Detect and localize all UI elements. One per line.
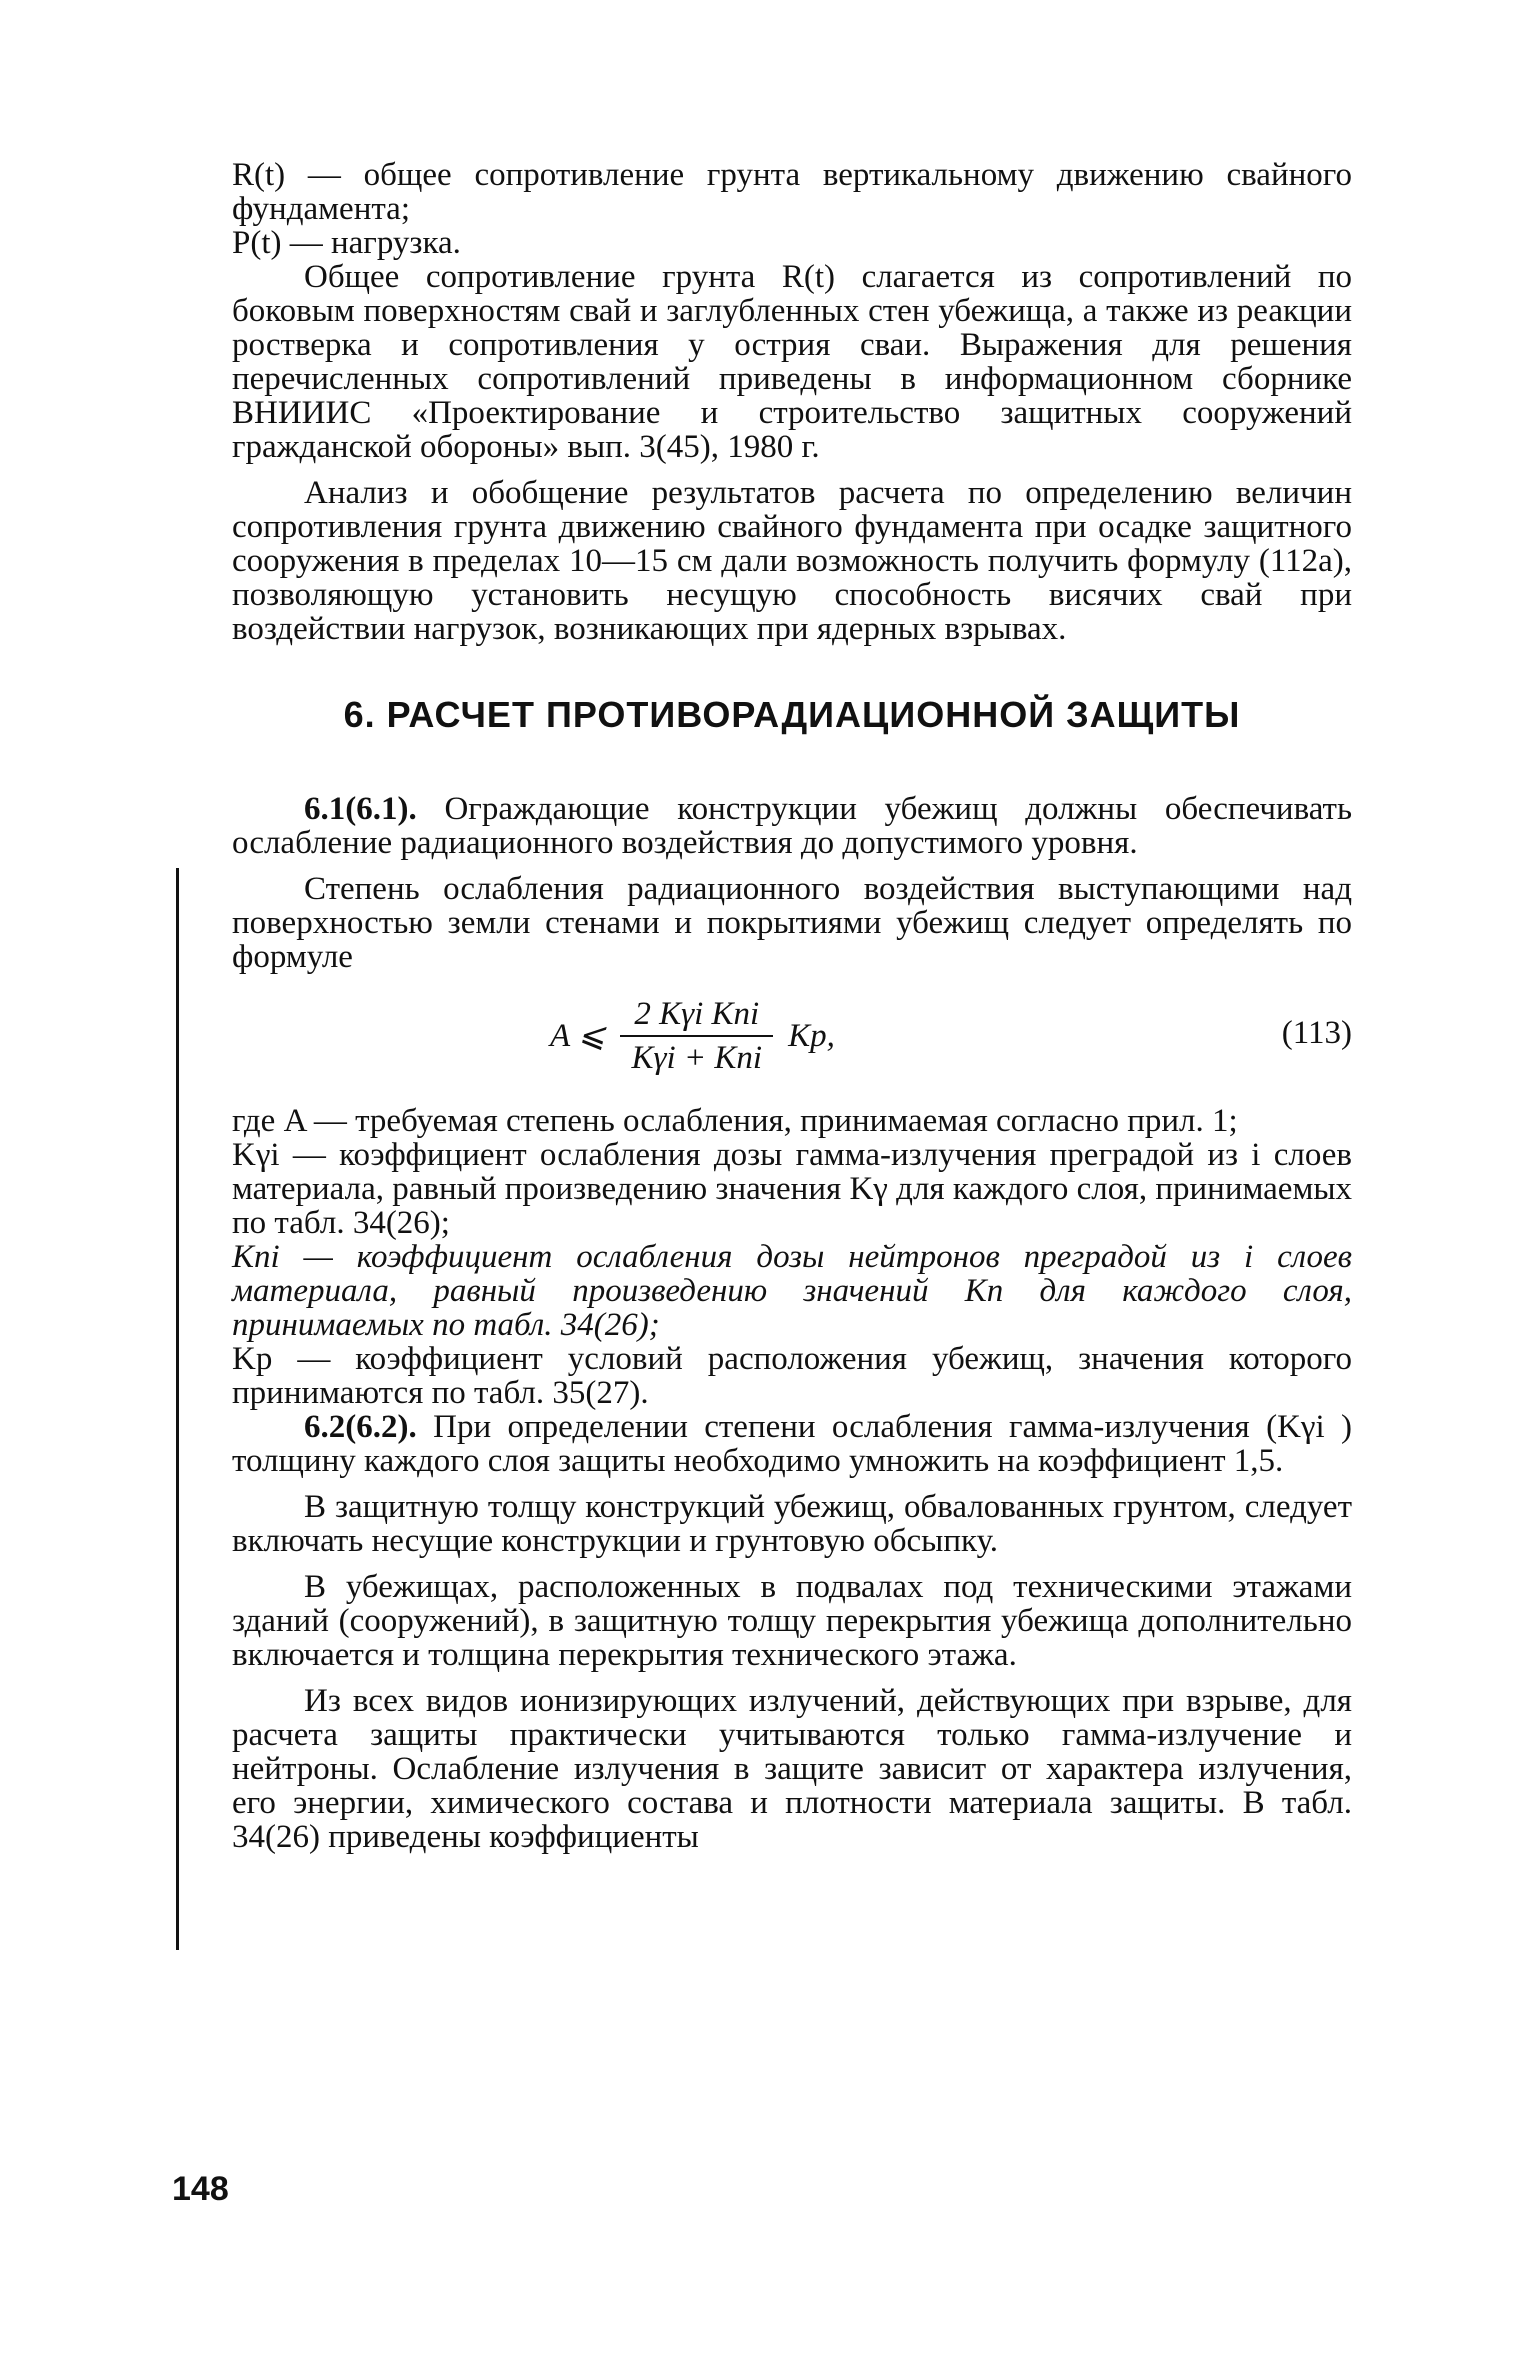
- definition-item: Kγi — коэффициент ослабления дозы гамма-излучения преградой из i слоев материала, равный произведению значения Kγ для каждого слоя, принимаемых по табл. 34(26);: [232, 1137, 1352, 1241]
- text-paragraph: Общее сопротивление грунта R(t) слагается из сопротивлений по боковым поверхностям свай и заглубленных стен убежища, а также из реакции ростверка и сопротивления у острия сваи. Выражения для решения перечисленных сопротивлений приведены в информационном сборнике ВНИИИС «Проектирование и строительство защитных сооружений гражданской обороны» вып. 3(45), 1980 г.: [232, 259, 1352, 465]
- text-paragraph: P(t) — нагрузка.: [232, 225, 461, 261]
- clause-number: 6.2(6.2).: [304, 1409, 417, 1445]
- definition-item: Kр — коэффициент условий расположения убежищ, значения которого принимаются по табл. 35(27).: [232, 1341, 1352, 1411]
- formula-expression: [550, 984, 835, 1088]
- change-marker-bar: [176, 868, 179, 1950]
- text-paragraph: Анализ и обобщение результатов расчета по определению величин сопротивления грунта движению свайного фундамента при осадке защитного сооружения в пределах 10—15 см дали возможность получить формулу (112а), позволяющую установить несущую способность висячих свай при воздействии нагрузок, возникающих при ядерных взрывах.: [232, 475, 1352, 647]
- formula-fraction: [617, 997, 776, 1075]
- formula-denominator: Kγi + Kni: [631, 1040, 763, 1076]
- text-paragraph: В защитную толщу конструкций убежищ, обвалованных грунтом, следует включать несущие конструкции и грунтовую обсыпку.: [232, 1489, 1352, 1559]
- text-paragraph: Степень ослабления радиационного воздействия выступающими над поверхностью земли стенами и покрытиями убежищ следует определять по формуле: [232, 871, 1352, 975]
- text-paragraph: В убежищах, расположенных в подвалах под техническими этажами зданий (сооружений), в защитную толщу перекрытия убежища дополнительно включается и толщина перекрытия технического этажа.: [232, 1569, 1352, 1673]
- definition-item: Kni — коэффициент ослабления дозы нейтронов преградой из i слоев материала, равный произведению значений Kn для каждого слоя, принимаемых по табл. 34(26);: [232, 1239, 1352, 1343]
- formula-113: [232, 984, 1352, 1088]
- clause-6-1: [232, 792, 1352, 860]
- clause-number: 6.1(6.1).: [304, 791, 417, 827]
- clause-text: Ограждающие конструкции убежищ должны обеспечивать ослабление радиационного воздействия до допустимого уровня.: [232, 791, 1352, 861]
- page-number: 148: [172, 2170, 229, 2208]
- clause-6-2: [232, 1410, 1352, 1478]
- section-heading: 6. РАСЧЕТ ПРОТИВОРАДИАЦИОННОЙ ЗАЩИТЫ: [343, 694, 1241, 735]
- formula-numerator: 2 Kγi Kni: [620, 997, 773, 1037]
- page-body: [232, 158, 1352, 1854]
- definition-item: где A — требуемая степень ослабления, принимаемая согласно прил. 1;: [232, 1103, 1238, 1139]
- equation-number: (113): [1281, 1015, 1352, 1051]
- clause-text: При определении степени ослабления гамма-излучения (Kγi ) толщину каждого слоя защиты необходимо умножить на коэффициент 1,5.: [232, 1409, 1353, 1479]
- formula-lhs: A ⩽: [550, 1018, 606, 1054]
- text-paragraph: R(t) — общее сопротивление грунта вертикальному движению свайного фундамента;: [232, 157, 1352, 227]
- formula-rhs: Kр,: [788, 1018, 835, 1054]
- text-paragraph: Из всех видов ионизирующих излучений, действующих при взрыве, для расчета защиты практически учитываются только гамма-излучение и нейтроны. Ослабление излучения в защите зависит от характера излучения, его энергии, химического состава и плотности материала защиты. В табл. 34(26) приведены коэффициенты: [232, 1683, 1352, 1855]
